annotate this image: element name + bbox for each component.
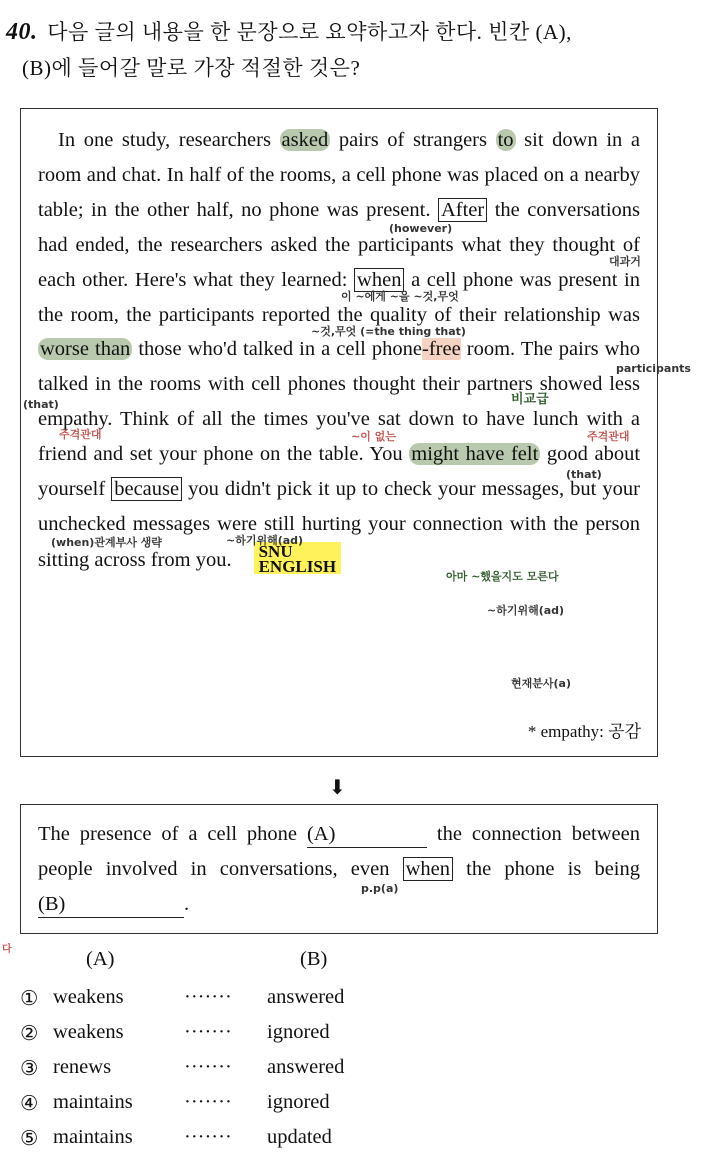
option-number: ③ [20, 1058, 39, 1080]
summary-segment: . [184, 893, 190, 915]
annotation-however: (however) [389, 222, 453, 235]
annotation-relative1: 주격관대 [59, 428, 102, 441]
highlight-free: -free [422, 338, 461, 361]
option-a: weakens [53, 986, 124, 1008]
summary-segment: the connection between people involved in conversations, even [38, 823, 641, 880]
question-number: 40. [6, 19, 38, 45]
passage-segment: you didn't pick it up to check your messages, but your unchecked messages were still hurting your connection with the person sitting across from you. [38, 478, 640, 571]
annotation-margin-mark: 다 [2, 944, 12, 955]
highlight-worse-than: worse than [40, 338, 131, 361]
highlight-asked: asked [281, 129, 329, 151]
option-b: ignored [267, 1021, 330, 1043]
summary-box [20, 804, 658, 934]
annotation-to-whom: 이 ~에게 ~을 ~것,무엇 [341, 290, 459, 303]
annotation-when-relative: (when)관계부사 생략 [51, 536, 162, 549]
annotation-comparative: 비교급 [511, 392, 549, 407]
annotation-past-perfect: 대과거 [609, 255, 641, 268]
option-dots: ······· [184, 1091, 232, 1113]
passage-segment: In one study, researchers [58, 129, 280, 151]
highlight-to: to [497, 129, 514, 151]
blank-b: (B) [38, 891, 184, 918]
annotation-that2: (that) [566, 468, 602, 481]
passage-text [38, 123, 640, 578]
option-a: renews [53, 1056, 112, 1078]
annotation-pp: p.p(a) [361, 882, 399, 895]
summary-text [38, 817, 640, 922]
annotation-to-do2: ~하기위해(ad) [487, 604, 565, 617]
option-dots: ······· [184, 1126, 232, 1148]
option-dots: ······· [184, 1056, 232, 1078]
down-arrow-icon: ⬇ [329, 775, 346, 799]
boxed-when: when [354, 268, 404, 292]
option-dots: ······· [184, 986, 232, 1008]
passage-segment: sit down in a room and chat. In half of the rooms, a cell phone was placed on a nearby table; in the other half, no phone was present. [38, 129, 640, 221]
highlight-might-have-felt: might have felt [411, 443, 539, 466]
summary-segment: the phone is being [453, 858, 640, 880]
annotation-without: ~이 없는 [351, 430, 396, 443]
blank-a: (A) [307, 821, 427, 848]
option-number: ② [20, 1023, 39, 1045]
option-number: ⑤ [20, 1128, 39, 1150]
annotation-participle: 현재분사(a) [511, 677, 571, 690]
boxed-when: when [403, 857, 453, 881]
passage-segment: room. The pairs who talked in the rooms with cell phones thought their partners showed less empathy. Think of all the times you've sat down to have lunch with a friend and set your phone on the table. You [38, 338, 640, 466]
options-header-b: (B) [300, 948, 328, 970]
option-b: ignored [267, 1091, 330, 1113]
options-header-a: (A) [86, 948, 115, 970]
option-a: maintains [53, 1091, 133, 1113]
annotation-relative2: 주격관대 [587, 430, 630, 443]
question-prompt-line2: (B)에 들어갈 말로 가장 적절한 것은? [22, 56, 361, 80]
option-b: updated [267, 1126, 332, 1148]
boxed-because: because [111, 477, 182, 501]
passage-segment: pairs of strangers [330, 129, 496, 151]
annotation-participants: participants [616, 362, 691, 375]
snu-english-logo: SNU ENGLISH [254, 542, 341, 574]
question-header [6, 14, 696, 86]
footnote: * empathy: 공감 [527, 722, 641, 741]
annotation-to-do: ~하기위해(ad) [226, 534, 304, 547]
passage-segment: those who'd talked in a cell phone [132, 338, 423, 361]
passage-segment: a cell phone was present in the room, the participants reported the quality of their relationship was [38, 268, 640, 326]
option-number: ④ [20, 1093, 39, 1115]
option-number: ① [20, 988, 39, 1010]
boxed-after: After [438, 198, 487, 222]
annotation-that1: (that) [23, 398, 59, 411]
passage-box [20, 108, 691, 757]
passage-segment: good about yourself [38, 443, 641, 501]
passage-segment: the conversations had ended, the researchers asked the participants what they thought of each other. Here's what they learned: [38, 198, 641, 291]
option-a: maintains [53, 1126, 133, 1148]
question-prompt-line1: 다음 글의 내용을 한 문장으로 요약하고자 한다. 빈칸 (A), [47, 20, 572, 44]
annotation-might-have: 아마 ~했을지도 모른다 [446, 570, 559, 583]
option-dots: ······· [184, 1021, 232, 1043]
summary-segment: The presence of a cell phone [38, 823, 307, 845]
option-b: answered [267, 1056, 345, 1078]
option-b: answered [267, 986, 345, 1008]
option-a: weakens [53, 1021, 124, 1043]
annotation-what-thing: ~것,무엇 (=the thing that) [311, 325, 466, 338]
